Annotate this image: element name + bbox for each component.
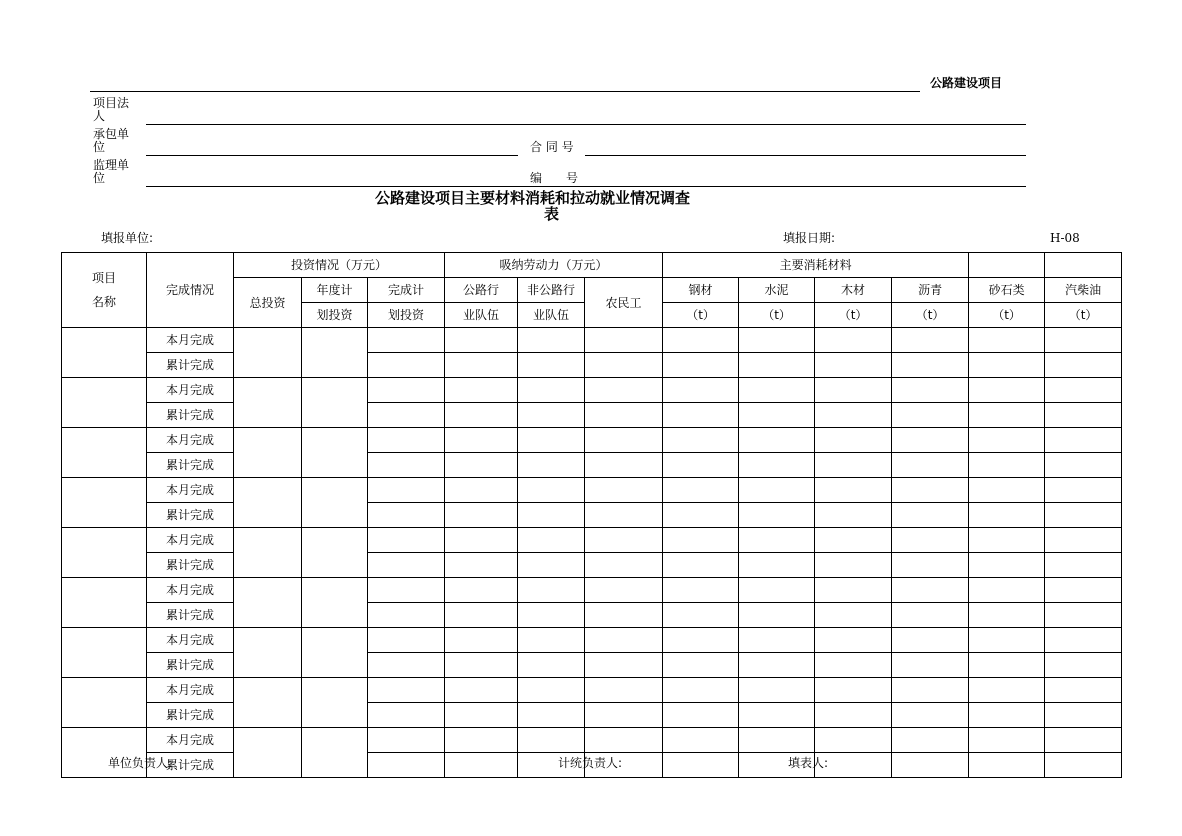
asphalt-cell[interactable]: [892, 378, 969, 403]
asphalt-cell[interactable]: [892, 653, 969, 678]
highway-team-cell[interactable]: [445, 378, 518, 403]
gravel-cell[interactable]: [969, 553, 1045, 578]
table-row: [62, 528, 1122, 553]
material-fuel-name: 汽柴油: [1045, 278, 1122, 303]
farmer-cell[interactable]: [585, 353, 663, 378]
form-title-line1: 公路建设项目主要材料消耗和拉动就业情况调查: [375, 189, 691, 207]
completed-plan-cell[interactable]: [368, 753, 445, 778]
fuel-cell[interactable]: [1045, 378, 1122, 403]
timber-cell[interactable]: [815, 628, 892, 653]
steel-cell[interactable]: [663, 728, 739, 753]
timber-cell[interactable]: [815, 478, 892, 503]
total-investment-cell[interactable]: [234, 428, 302, 478]
nonhighway-team-cell[interactable]: [518, 553, 585, 578]
contractor-field[interactable]: [146, 155, 518, 156]
completed-plan-cell[interactable]: [368, 703, 445, 728]
nonhighway-team-cell[interactable]: [518, 628, 585, 653]
table-row: [62, 578, 1122, 603]
nonhighway-team-cell[interactable]: [518, 703, 585, 728]
completed-plan-cell[interactable]: [368, 728, 445, 753]
material-timber-unit: （t）: [815, 303, 892, 328]
sub-completed-plan-2: 划投资: [368, 303, 445, 328]
table-row: [62, 378, 1122, 403]
material-timber-name: 木材: [815, 278, 892, 303]
footer-unit-head: 单位负责人:: [108, 756, 173, 770]
sub-annual-plan-1: 年度计: [302, 278, 368, 303]
completed-plan-cell[interactable]: [368, 478, 445, 503]
cement-cell[interactable]: [739, 578, 815, 603]
asphalt-cell[interactable]: [892, 478, 969, 503]
annual-plan-cell[interactable]: [302, 628, 368, 678]
nonhighway-team-cell[interactable]: [518, 728, 585, 753]
sub-nonhighway-team-2: 业队伍: [518, 303, 585, 328]
status-month-cell: 本月完成: [147, 728, 234, 753]
asphalt-cell[interactable]: [892, 453, 969, 478]
farmer-cell[interactable]: [585, 528, 663, 553]
fuel-cell[interactable]: [1045, 578, 1122, 603]
status-cumulative-cell: 累计完成: [147, 753, 234, 778]
highway-team-cell[interactable]: [445, 753, 518, 778]
status-month-cell: 本月完成: [147, 478, 234, 503]
timber-cell[interactable]: [815, 528, 892, 553]
total-investment-cell[interactable]: [234, 528, 302, 578]
project-name-cell[interactable]: [62, 378, 147, 428]
highway-team-cell[interactable]: [445, 528, 518, 553]
nonhighway-team-cell[interactable]: [518, 653, 585, 678]
farmer-cell[interactable]: [585, 378, 663, 403]
material-asphalt-name: 沥青: [892, 278, 969, 303]
total-investment-cell[interactable]: [234, 328, 302, 378]
fuel-cell[interactable]: [1045, 703, 1122, 728]
col-project-name-header: [62, 253, 147, 328]
status-cumulative-cell: 累计完成: [147, 653, 234, 678]
sub-total-investment: 总投资: [234, 278, 302, 328]
legal-person-field[interactable]: [146, 124, 1026, 125]
status-cumulative-cell: 累计完成: [147, 453, 234, 478]
sub-nonhighway-team-1: 非公路行: [518, 278, 585, 303]
farmer-cell[interactable]: [585, 678, 663, 703]
steel-cell[interactable]: [663, 678, 739, 703]
project-name-cell[interactable]: [62, 578, 147, 628]
report-unit-label: 填报单位:: [101, 231, 154, 245]
completed-plan-cell[interactable]: [368, 603, 445, 628]
contractor-label-line2: 位: [93, 140, 106, 154]
table-row: [62, 403, 1122, 428]
fuel-cell[interactable]: [1045, 528, 1122, 553]
completed-plan-cell[interactable]: [368, 328, 445, 353]
farmer-cell[interactable]: [585, 653, 663, 678]
annual-plan-cell[interactable]: [302, 528, 368, 578]
farmer-cell[interactable]: [585, 453, 663, 478]
steel-cell[interactable]: [663, 653, 739, 678]
status-month-cell: 本月完成: [147, 528, 234, 553]
steel-cell[interactable]: [663, 453, 739, 478]
form-code: H-08: [1050, 231, 1080, 245]
material-gravel-unit: （t）: [969, 303, 1045, 328]
asphalt-cell[interactable]: [892, 628, 969, 653]
highway-team-cell[interactable]: [445, 403, 518, 428]
table-row: [62, 678, 1122, 703]
highway-team-cell[interactable]: [445, 628, 518, 653]
status-cumulative-cell: 累计完成: [147, 703, 234, 728]
supervisor-label-line2: 位: [93, 171, 106, 185]
completed-plan-cell[interactable]: [368, 628, 445, 653]
material-steel-name: 钢材: [663, 278, 739, 303]
table-row: [62, 603, 1122, 628]
cement-cell[interactable]: [739, 478, 815, 503]
table-row: [62, 703, 1122, 728]
fuel-cell[interactable]: [1045, 553, 1122, 578]
farmer-cell[interactable]: [585, 578, 663, 603]
cement-cell[interactable]: [739, 403, 815, 428]
material-fuel-unit: （t）: [1045, 303, 1122, 328]
farmer-cell[interactable]: [585, 603, 663, 628]
steel-cell[interactable]: [663, 703, 739, 728]
material-survey-table: [61, 252, 1122, 778]
table-row: [62, 453, 1122, 478]
gravel-cell[interactable]: [969, 403, 1045, 428]
status-month-cell: 本月完成: [147, 628, 234, 653]
cement-cell[interactable]: [739, 453, 815, 478]
steel-cell[interactable]: [663, 503, 739, 528]
completed-plan-cell[interactable]: [368, 553, 445, 578]
steel-cell[interactable]: [663, 553, 739, 578]
farmer-cell[interactable]: [585, 503, 663, 528]
legal-person-label-line2: 人: [93, 109, 106, 123]
project-name-cell[interactable]: [62, 528, 147, 578]
gravel-cell[interactable]: [969, 428, 1045, 453]
supervisor-field[interactable]: [146, 186, 1026, 187]
asphalt-cell[interactable]: [892, 553, 969, 578]
contract-no-label: 合 同 号: [530, 140, 574, 154]
material-cement-unit: （t）: [739, 303, 815, 328]
group-materials-header: 主要消耗材料: [663, 253, 969, 278]
fuel-cell[interactable]: [1045, 403, 1122, 428]
fuel-cell[interactable]: [1045, 653, 1122, 678]
cement-cell[interactable]: [739, 353, 815, 378]
gravel-cell[interactable]: [969, 628, 1045, 653]
steel-cell[interactable]: [663, 628, 739, 653]
nonhighway-team-cell[interactable]: [518, 478, 585, 503]
cement-cell[interactable]: [739, 678, 815, 703]
fuel-cell[interactable]: [1045, 353, 1122, 378]
table-row: [62, 553, 1122, 578]
table-row: [62, 503, 1122, 528]
project-name-cell[interactable]: [62, 478, 147, 528]
annual-plan-cell[interactable]: [302, 428, 368, 478]
fuel-cell[interactable]: [1045, 328, 1122, 353]
gravel-cell[interactable]: [969, 578, 1045, 603]
table-row: [62, 653, 1122, 678]
table-row: [62, 478, 1122, 503]
supervisor-label-line1: 监理单: [93, 158, 130, 172]
gravel-cell[interactable]: [969, 503, 1045, 528]
gravel-cell[interactable]: [969, 603, 1045, 628]
annual-plan-cell[interactable]: [302, 328, 368, 378]
completed-plan-cell[interactable]: [368, 578, 445, 603]
completed-plan-cell[interactable]: [368, 503, 445, 528]
asphalt-cell[interactable]: [892, 678, 969, 703]
timber-cell[interactable]: [815, 353, 892, 378]
table-row: [62, 353, 1122, 378]
nonhighway-team-cell[interactable]: [518, 328, 585, 353]
asphalt-cell[interactable]: [892, 728, 969, 753]
fuel-cell[interactable]: [1045, 453, 1122, 478]
gravel-cell[interactable]: [969, 678, 1045, 703]
total-investment-cell[interactable]: [234, 578, 302, 628]
steel-cell[interactable]: [663, 753, 739, 778]
fuel-cell[interactable]: [1045, 753, 1122, 778]
nonhighway-team-cell[interactable]: [518, 603, 585, 628]
asphalt-cell[interactable]: [892, 353, 969, 378]
highway-team-cell[interactable]: [445, 603, 518, 628]
steel-cell[interactable]: [663, 528, 739, 553]
sub-highway-team-1: 公路行: [445, 278, 518, 303]
steel-cell[interactable]: [663, 378, 739, 403]
footer-filler: 填表人:: [788, 756, 829, 770]
project-name-cell[interactable]: [62, 628, 147, 678]
highway-team-cell[interactable]: [445, 728, 518, 753]
asphalt-cell[interactable]: [892, 503, 969, 528]
table-row: [62, 428, 1122, 453]
annual-plan-cell[interactable]: [302, 478, 368, 528]
completed-plan-cell[interactable]: [368, 678, 445, 703]
status-month-cell: 本月完成: [147, 428, 234, 453]
farmer-cell[interactable]: [585, 703, 663, 728]
steel-cell[interactable]: [663, 578, 739, 603]
cement-cell[interactable]: [739, 528, 815, 553]
nonhighway-team-cell[interactable]: [518, 528, 585, 553]
group-labor-header: 吸纳劳动力（万元）: [445, 253, 663, 278]
farmer-cell[interactable]: [585, 628, 663, 653]
highway-team-cell[interactable]: [445, 428, 518, 453]
category-label: 公路建设项目: [930, 76, 1003, 90]
nonhighway-team-cell[interactable]: [518, 428, 585, 453]
gravel-cell[interactable]: [969, 728, 1045, 753]
highway-team-cell[interactable]: [445, 653, 518, 678]
timber-cell[interactable]: [815, 703, 892, 728]
total-investment-cell[interactable]: [234, 378, 302, 428]
total-investment-cell[interactable]: [234, 678, 302, 728]
gravel-cell[interactable]: [969, 453, 1045, 478]
timber-cell[interactable]: [815, 653, 892, 678]
gravel-cell[interactable]: [969, 528, 1045, 553]
annual-plan-cell[interactable]: [302, 678, 368, 728]
cement-cell[interactable]: [739, 503, 815, 528]
cement-cell[interactable]: [739, 628, 815, 653]
form-title-line2: 表: [544, 205, 560, 223]
timber-cell[interactable]: [815, 428, 892, 453]
farmer-cell[interactable]: [585, 553, 663, 578]
highway-team-cell[interactable]: [445, 678, 518, 703]
completed-plan-cell[interactable]: [368, 353, 445, 378]
group-blank-1: [969, 253, 1045, 278]
sub-annual-plan-2: 划投资: [302, 303, 368, 328]
highway-team-cell[interactable]: [445, 503, 518, 528]
completed-plan-cell[interactable]: [368, 428, 445, 453]
gravel-cell[interactable]: [969, 478, 1045, 503]
group-blank-2: [1045, 253, 1122, 278]
asphalt-cell[interactable]: [892, 578, 969, 603]
sub-highway-team-2: 业队伍: [445, 303, 518, 328]
completed-plan-cell[interactable]: [368, 653, 445, 678]
timber-cell[interactable]: [815, 553, 892, 578]
material-gravel-name: 砂石类: [969, 278, 1045, 303]
gravel-cell[interactable]: [969, 328, 1045, 353]
cement-cell[interactable]: [739, 378, 815, 403]
cement-cell[interactable]: [739, 553, 815, 578]
asphalt-cell[interactable]: [892, 753, 969, 778]
timber-cell[interactable]: [815, 678, 892, 703]
serial-no-label: 编 号: [530, 171, 579, 185]
cement-cell[interactable]: [739, 428, 815, 453]
timber-cell[interactable]: [815, 378, 892, 403]
nonhighway-team-cell[interactable]: [518, 678, 585, 703]
fuel-cell[interactable]: [1045, 678, 1122, 703]
status-month-cell: 本月完成: [147, 678, 234, 703]
nonhighway-team-cell[interactable]: [518, 353, 585, 378]
fuel-cell[interactable]: [1045, 603, 1122, 628]
status-month-cell: 本月完成: [147, 328, 234, 353]
asphalt-cell[interactable]: [892, 703, 969, 728]
project-name-cell[interactable]: [62, 728, 147, 778]
fuel-cell[interactable]: [1045, 628, 1122, 653]
completed-plan-cell[interactable]: [368, 378, 445, 403]
annual-plan-cell[interactable]: [302, 578, 368, 628]
sub-completed-plan-1: 完成计: [368, 278, 445, 303]
fuel-cell[interactable]: [1045, 728, 1122, 753]
highway-team-cell[interactable]: [445, 453, 518, 478]
timber-cell[interactable]: [815, 578, 892, 603]
farmer-cell[interactable]: [585, 478, 663, 503]
cement-cell[interactable]: [739, 603, 815, 628]
project-name-cell[interactable]: [62, 678, 147, 728]
status-cumulative-cell: 累计完成: [147, 503, 234, 528]
nonhighway-team-cell[interactable]: [518, 503, 585, 528]
cement-cell[interactable]: [739, 653, 815, 678]
gravel-cell[interactable]: [969, 753, 1045, 778]
fuel-cell[interactable]: [1045, 503, 1122, 528]
table-row: [62, 728, 1122, 753]
farmer-cell[interactable]: [585, 403, 663, 428]
gravel-cell[interactable]: [969, 703, 1045, 728]
timber-cell[interactable]: [815, 503, 892, 528]
completed-plan-cell[interactable]: [368, 453, 445, 478]
status-month-cell: 本月完成: [147, 578, 234, 603]
gravel-cell[interactable]: [969, 653, 1045, 678]
table-row: [62, 328, 1122, 353]
steel-cell[interactable]: [663, 603, 739, 628]
timber-cell[interactable]: [815, 328, 892, 353]
col-project-line1: 项目: [91, 271, 116, 285]
fuel-cell[interactable]: [1045, 428, 1122, 453]
gravel-cell[interactable]: [969, 378, 1045, 403]
contractor-label-line1: 承包单: [93, 127, 130, 141]
cement-cell[interactable]: [739, 328, 815, 353]
steel-cell[interactable]: [663, 478, 739, 503]
farmer-cell[interactable]: [585, 328, 663, 353]
total-investment-cell[interactable]: [234, 628, 302, 678]
asphalt-cell[interactable]: [892, 603, 969, 628]
material-cement-name: 水泥: [739, 278, 815, 303]
timber-cell[interactable]: [815, 603, 892, 628]
nonhighway-team-cell[interactable]: [518, 578, 585, 603]
annual-plan-cell[interactable]: [302, 378, 368, 428]
total-investment-cell[interactable]: [234, 478, 302, 528]
material-asphalt-unit: （t）: [892, 303, 969, 328]
asphalt-cell[interactable]: [892, 428, 969, 453]
steel-cell[interactable]: [663, 428, 739, 453]
highway-team-cell[interactable]: [445, 478, 518, 503]
footer-stats-head: 计统负责人:: [558, 756, 623, 770]
project-name-cell[interactable]: [62, 428, 147, 478]
asphalt-cell[interactable]: [892, 403, 969, 428]
group-investment-header: 投资情况（万元）: [234, 253, 445, 278]
asphalt-cell[interactable]: [892, 528, 969, 553]
contract-no-field[interactable]: [585, 155, 1026, 156]
farmer-cell[interactable]: [585, 428, 663, 453]
highway-team-cell[interactable]: [445, 328, 518, 353]
asphalt-cell[interactable]: [892, 328, 969, 353]
nonhighway-team-cell[interactable]: [518, 453, 585, 478]
timber-cell[interactable]: [815, 453, 892, 478]
status-cumulative-cell: 累计完成: [147, 403, 234, 428]
sub-farmer: 农民工: [585, 278, 663, 328]
status-month-cell: 本月完成: [147, 378, 234, 403]
steel-cell[interactable]: [663, 403, 739, 428]
status-cumulative-cell: 累计完成: [147, 353, 234, 378]
highway-team-cell[interactable]: [445, 703, 518, 728]
completed-plan-cell[interactable]: [368, 403, 445, 428]
timber-cell[interactable]: [815, 728, 892, 753]
status-cumulative-cell: 累计完成: [147, 553, 234, 578]
nonhighway-team-cell[interactable]: [518, 378, 585, 403]
highway-team-cell[interactable]: [445, 578, 518, 603]
steel-cell[interactable]: [663, 328, 739, 353]
highway-team-cell[interactable]: [445, 553, 518, 578]
gravel-cell[interactable]: [969, 353, 1045, 378]
timber-cell[interactable]: [815, 403, 892, 428]
material-steel-unit: （t）: [663, 303, 739, 328]
nonhighway-team-cell[interactable]: [518, 403, 585, 428]
category-underline: [90, 91, 920, 92]
project-name-cell[interactable]: [62, 328, 147, 378]
cement-cell[interactable]: [739, 703, 815, 728]
total-investment-cell[interactable]: [234, 728, 302, 778]
legal-person-label-line1: 项目法: [93, 96, 130, 110]
col-status-header: 完成情况: [147, 253, 234, 328]
farmer-cell[interactable]: [585, 728, 663, 753]
highway-team-cell[interactable]: [445, 353, 518, 378]
table-row: [62, 628, 1122, 653]
steel-cell[interactable]: [663, 353, 739, 378]
annual-plan-cell[interactable]: [302, 728, 368, 778]
status-cumulative-cell: 累计完成: [147, 603, 234, 628]
report-date-label: 填报日期:: [783, 231, 836, 245]
completed-plan-cell[interactable]: [368, 528, 445, 553]
cement-cell[interactable]: [739, 728, 815, 753]
fuel-cell[interactable]: [1045, 478, 1122, 503]
col-project-line2: 名称: [91, 295, 116, 309]
